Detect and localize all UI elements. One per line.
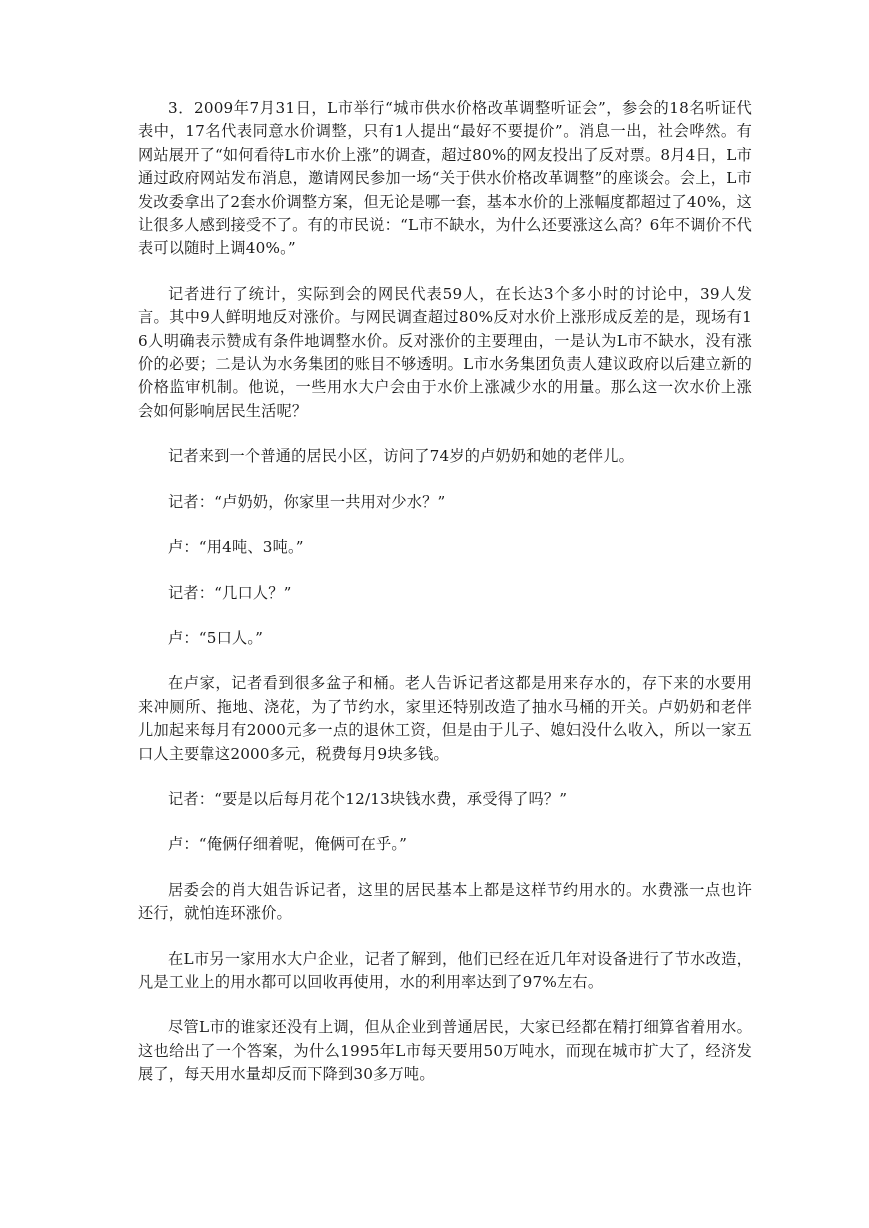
dialogue-line-3: 记者：“几口人？” <box>168 583 292 602</box>
paragraph-gap <box>138 423 752 445</box>
paragraph-gap <box>138 811 752 833</box>
paragraph-gap <box>138 261 752 283</box>
paragraph-6: 在L市另一家用水大户企业，记者了解到，他们已经在近几年对设备进行了节水改造，凡是工业上的用水都可以回收再使用，水的利用率达到了97%左右。 <box>138 949 752 991</box>
paragraph-gap <box>138 857 752 879</box>
paragraph-gap <box>138 605 752 627</box>
dialogue-line-6: 卢：“俺俩仔细着呢，俺俩可在乎。” <box>168 835 408 854</box>
paragraph-4: 在卢家，记者看到很多盆子和桶。老人告诉记者这都是用来存水的，存下来的水要用来冲厕所、拖地、浇花，为了节约水，家里还特别改造了抽水马桶的开关。卢奶奶和老伴儿加起来每月有2000元多一点的退休工资，但是由于儿子、媳妇没什么收入，所以一家五口人主要靠这2000多元，税费每月9块多钱。 <box>138 674 752 763</box>
paragraph-gap <box>138 926 752 948</box>
dialogue-line-4: 卢：“5口人。” <box>168 628 264 647</box>
dialogue-line-1: 记者：“卢奶奶，你家里一共用对少水？” <box>168 492 446 511</box>
paragraph-1: 3．2009年7月31日，L市举行“城市供水价格改革调整听证会”，参会的18名听证代表中，17名代表同意水价调整，只有1人提出“最好不要提价”。消息一出，社会哗然。有网站展开了“如何看待L市水价上涨”的调查，超过80%的网友投出了反对票。8月4日，L市通过政府网站发布消息，邀请网民参加一场“关于供水价格改革调整”的座谈会。会上，L市发改委拿出了2套水价调整方案，但无论是哪一套，基本水价的上涨幅度都超过了40%，这让很多人感到接受不了。有的市民说：“L市不缺水，为什么还要涨这么高？6年不调价不代表可以随时上调40%。” <box>138 99 752 258</box>
document-body <box>138 97 752 1087</box>
dialogue-line-5: 记者：“要是以后每月花个12/13块钱水费，承受得了吗？” <box>168 789 568 808</box>
paragraph-7: 尽管L市的谁家还没有上调，但从企业到普通居民，大家已经都在精打细算省着用水。这也给出了一个答案，为什么1995年L市每天要用50万吨水，而现在城市扩大了，经济发展了，每天用水量却反而下降到30多万吨。 <box>138 1018 752 1084</box>
paragraph-5: 居委会的肖大姐告诉记者，这里的居民基本上都是这样节约用水的。水费涨一点也许还行，就怕连环涨价。 <box>138 880 752 923</box>
paragraph-gap <box>138 514 752 536</box>
paragraph-gap <box>138 994 752 1016</box>
paragraph-3: 记者来到一个普通的居民小区，访问了74岁的卢奶奶和她的老伴儿。 <box>168 447 634 466</box>
paragraph-gap <box>138 650 752 672</box>
paragraph-gap <box>138 766 752 788</box>
paragraph-2: 记者进行了统计，实际到会的网民代表59人，在长达3个多小时的讨论中，39人发言。其中9人鲜明地反对涨价。与网民调查超过80%反对水价上涨形成反差的是，现场有16人明确表示赞成有条件地调整水价。反对涨价的主要理由，一是认为L市不缺水，没有涨价的必要；二是认为水务集团的账目不够透明。L市水务集团负责人建议政府以后建立新的价格监审机制。他说，一些用水大户会由于水价上涨减少水的用量。那么这一次水价上涨会如何影响居民生活呢？ <box>138 284 752 420</box>
dialogue-line-2: 卢：“用4吨、3吨。” <box>168 538 304 557</box>
paragraph-gap <box>138 469 752 491</box>
paragraph-gap <box>138 560 752 582</box>
